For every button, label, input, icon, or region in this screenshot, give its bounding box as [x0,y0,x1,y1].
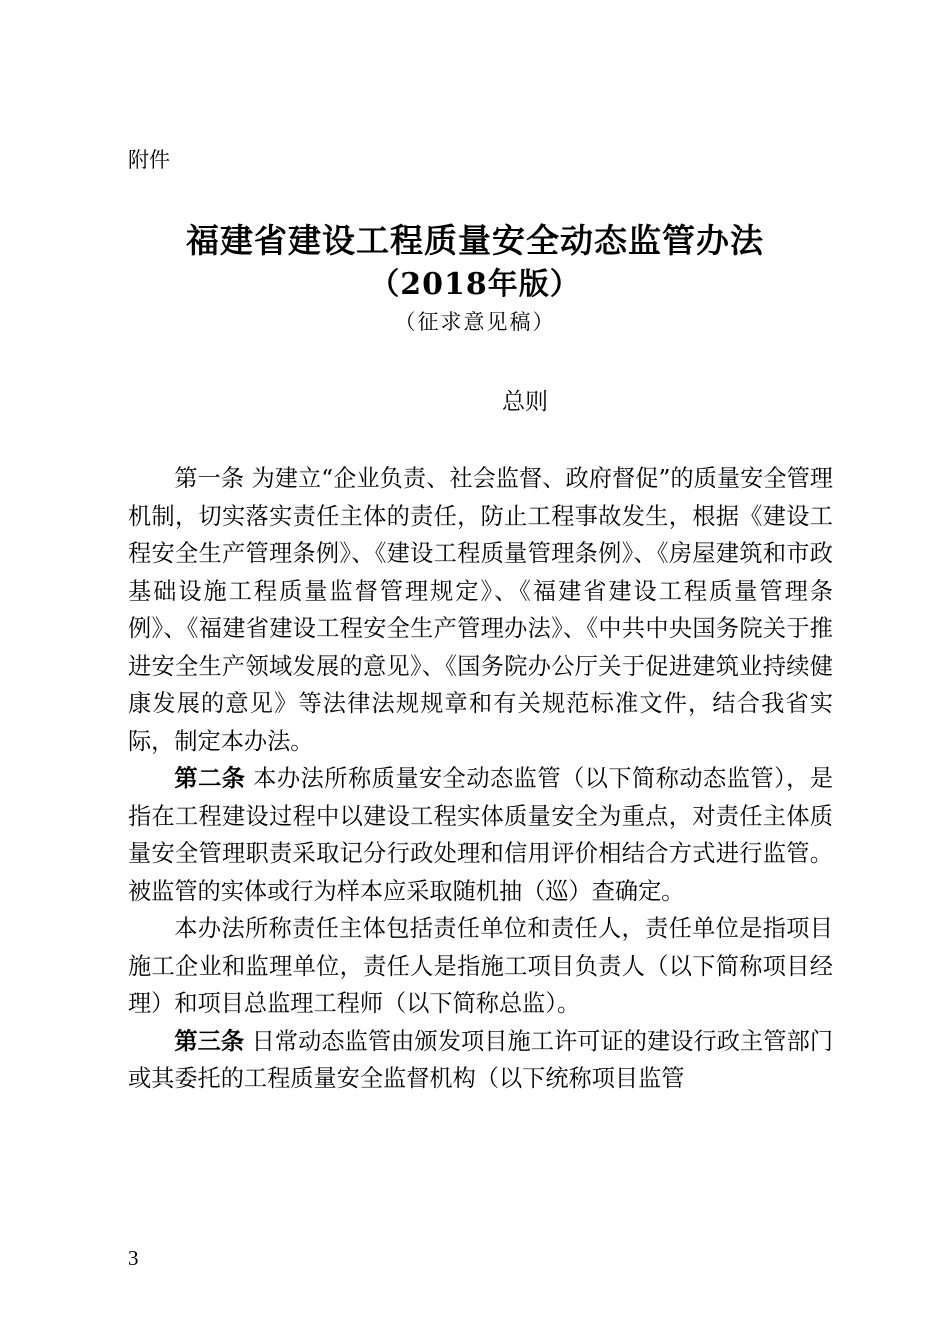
attachment-label: 附件 [128,148,170,172]
document-subtitle: （征求意见稿） [394,310,556,334]
document-title: 福建省建设工程质量安全动态监管办法 [186,221,764,260]
page-number: 3 [128,1246,139,1270]
article-text: 日常动态监管由颁发项目施工许可证的建设行政主管部门或其委托的工程质量安全监督机构（以下统称项目监管 [128,1027,834,1092]
section-heading: 总则 [502,389,548,415]
document-title-edition: （2018年版） [369,267,581,302]
article-text: 本办法所称责任主体包括责任单位和责任人，责任单位是指项目施工企业和监理单位，责任人是指施工项目负责人（以下简称项目经理）和项目总监理工程师（以下简称总监）。 [128,915,833,1017]
article-text: 为建立“企业负责、社会监督、政府督促”的质量安全管理机制，切实落实责任主体的责任，防止工程事故发生，根据《建设工程安全生产管理条例》、《建设工程质量管理条例》、《房屋建筑和市政基础设施工程质量监督管理规定》、《福建省建设工程质量管理条例》、《福建省建设工程安全生产管理办法》、《中共中央国务院关于推进安全生产领域发展的意见》、《国务院办公厅关于促进建筑业持续健康发展的意见》等法律法规规章和有关规范标准文件，结合我省实际，制定本办法。 [128,465,833,755]
article-3 [128,1023,833,1098]
article-label: 第二条 [174,765,246,792]
document-body [128,460,833,1098]
article-2-paragraph-2 [128,910,833,1023]
article-label: 第一条 [174,465,245,492]
article-label: 第三条 [174,1027,245,1055]
article-text: 本办法所称质量安全动态监管（以下简称动态监管），是指在工程建设过程中以建设工程实体质量安全为重点，对责任主体质量安全管理职责采取记分行政处理和信用评价相结合方式进行监管。被监管的实体或行为样本应采取随机抽（巡）查确定。 [128,765,834,905]
article-2 [128,760,833,910]
article-1 [128,460,833,760]
